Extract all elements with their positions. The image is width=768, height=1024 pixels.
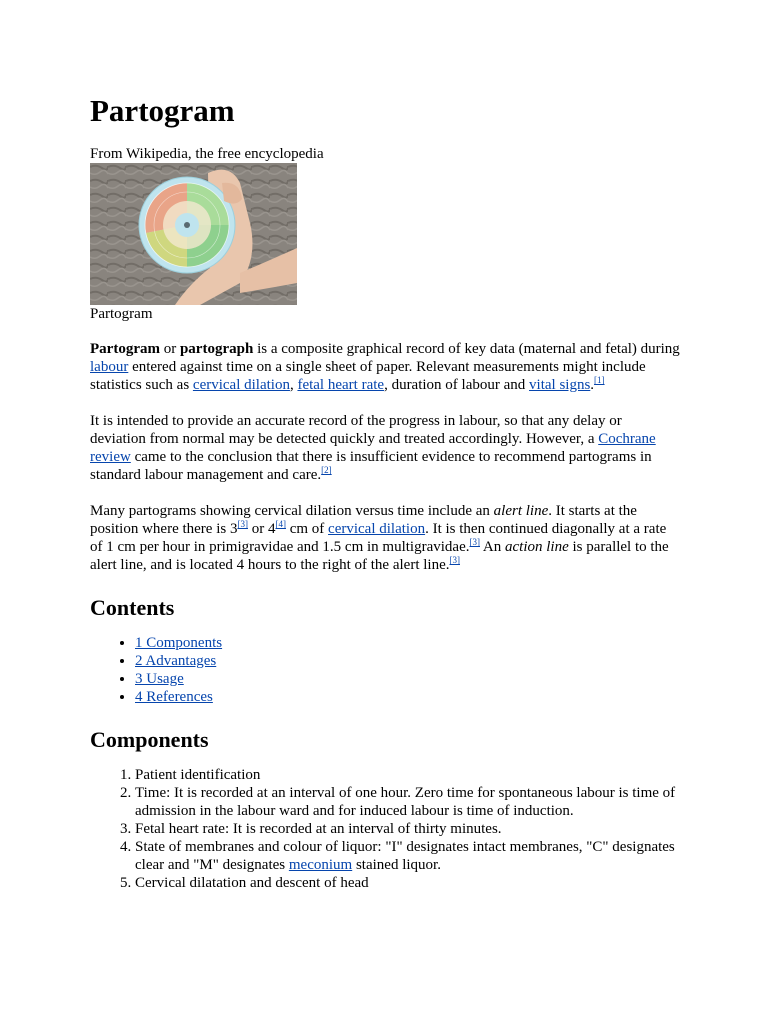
bold-term-partogram: Partogram [90,341,160,357]
toc-link-advantages[interactable]: 2 Advantages [135,653,217,669]
intro-paragraph [90,340,680,394]
toc-link-components[interactable]: 1 Components [135,635,223,651]
article [90,91,680,892]
page-title: Partogram [90,93,235,128]
paragraph-evidence [90,412,680,484]
components-list [90,766,680,892]
contents-heading: Contents [90,595,175,620]
link-vital-signs[interactable]: vital signs [529,377,591,393]
table-of-contents [90,634,680,706]
text: . It starts at the position where there is 3 [90,503,637,537]
tagline: From Wikipedia, the free encyclopedia [90,146,324,162]
text: An [479,539,505,555]
text: It is intended to provide an accurate record of the progress in labour, so that any delay or deviation from normal may be detected quickly and treated accordingly. However, a [90,413,622,447]
text: . It is then continued diagonally at a rate of 1 cm per hour in primigravidae and 1.5 cm in multigravidae. [90,521,667,555]
link-cochrane-review[interactable]: Cochrane review [90,431,656,465]
reference-link[interactable]: [1] [594,375,605,385]
text: cm of [285,521,329,537]
toc-item [135,670,680,688]
figure [90,163,680,323]
list-item: 1. Patient identification [135,766,680,784]
link-meconium[interactable]: meconium [288,857,353,873]
paragraph-alert-line [90,502,680,574]
partogram-photo[interactable] [90,163,297,305]
list-item: 5. Cervical dilatation and descent of head [135,874,680,892]
link-cervical-dilation[interactable]: cervical dilation [192,377,290,393]
list-item: 2. Time: It is recorded at an interval of one hour. Zero time for spontaneous labour is time of admission in the labour ward and for induced labour is time of induction. [135,784,680,820]
components-heading: Components [90,727,209,752]
reference-link[interactable]: [2] [321,465,332,475]
text: , duration of labour and [384,377,530,393]
toc-item [135,652,680,670]
emphasis-alert-line: alert line [493,503,549,519]
reference-link[interactable]: [3] [237,519,248,529]
list-item [135,838,680,874]
link-cervical-dilation[interactable]: cervical dilation [328,521,426,537]
reference-link[interactable]: [4] [275,519,286,529]
text: stained liquor. [352,857,441,873]
text: is a composite graphical record of key data (maternal and fetal) during [253,341,680,357]
link-labour[interactable]: labour [90,359,129,375]
text: is parallel to the alert line, and is located 4 hours to the right of the alert line. [90,539,669,573]
toc-link-references[interactable]: 4 References [135,689,213,705]
toc-item [135,634,680,652]
text: came to the conclusion that there is insufficient evidence to recommend partograms in standard labour management and care. [90,449,652,483]
text: Many partograms showing cervical dilation versus time include an [90,503,494,519]
partogram-photo-illustration [90,163,297,305]
text: State of membranes and colour of liquor: "I" designates intact membranes, "C" designates clear and "M" designates [135,839,675,873]
text: . [590,377,595,393]
link-fetal-heart-rate[interactable]: fetal heart rate [297,377,385,393]
text: , [289,377,298,393]
toc-item [135,688,680,706]
reference-link[interactable]: [3] [469,537,480,547]
text: or 4 [247,521,276,537]
toc-link-usage[interactable]: 3 Usage [135,671,184,687]
emphasis-action-line: action line [505,539,569,555]
list-item: 3. Fetal heart rate: It is recorded at an interval of thirty minutes. [135,820,680,838]
text: entered against time on a single sheet of paper. Relevant measurements might include statistics such as [90,359,646,393]
figure-caption: Partogram [90,306,153,322]
text: or [159,341,180,357]
reference-link[interactable]: [3] [449,555,460,565]
bold-term-partograph: partograph [179,341,254,357]
